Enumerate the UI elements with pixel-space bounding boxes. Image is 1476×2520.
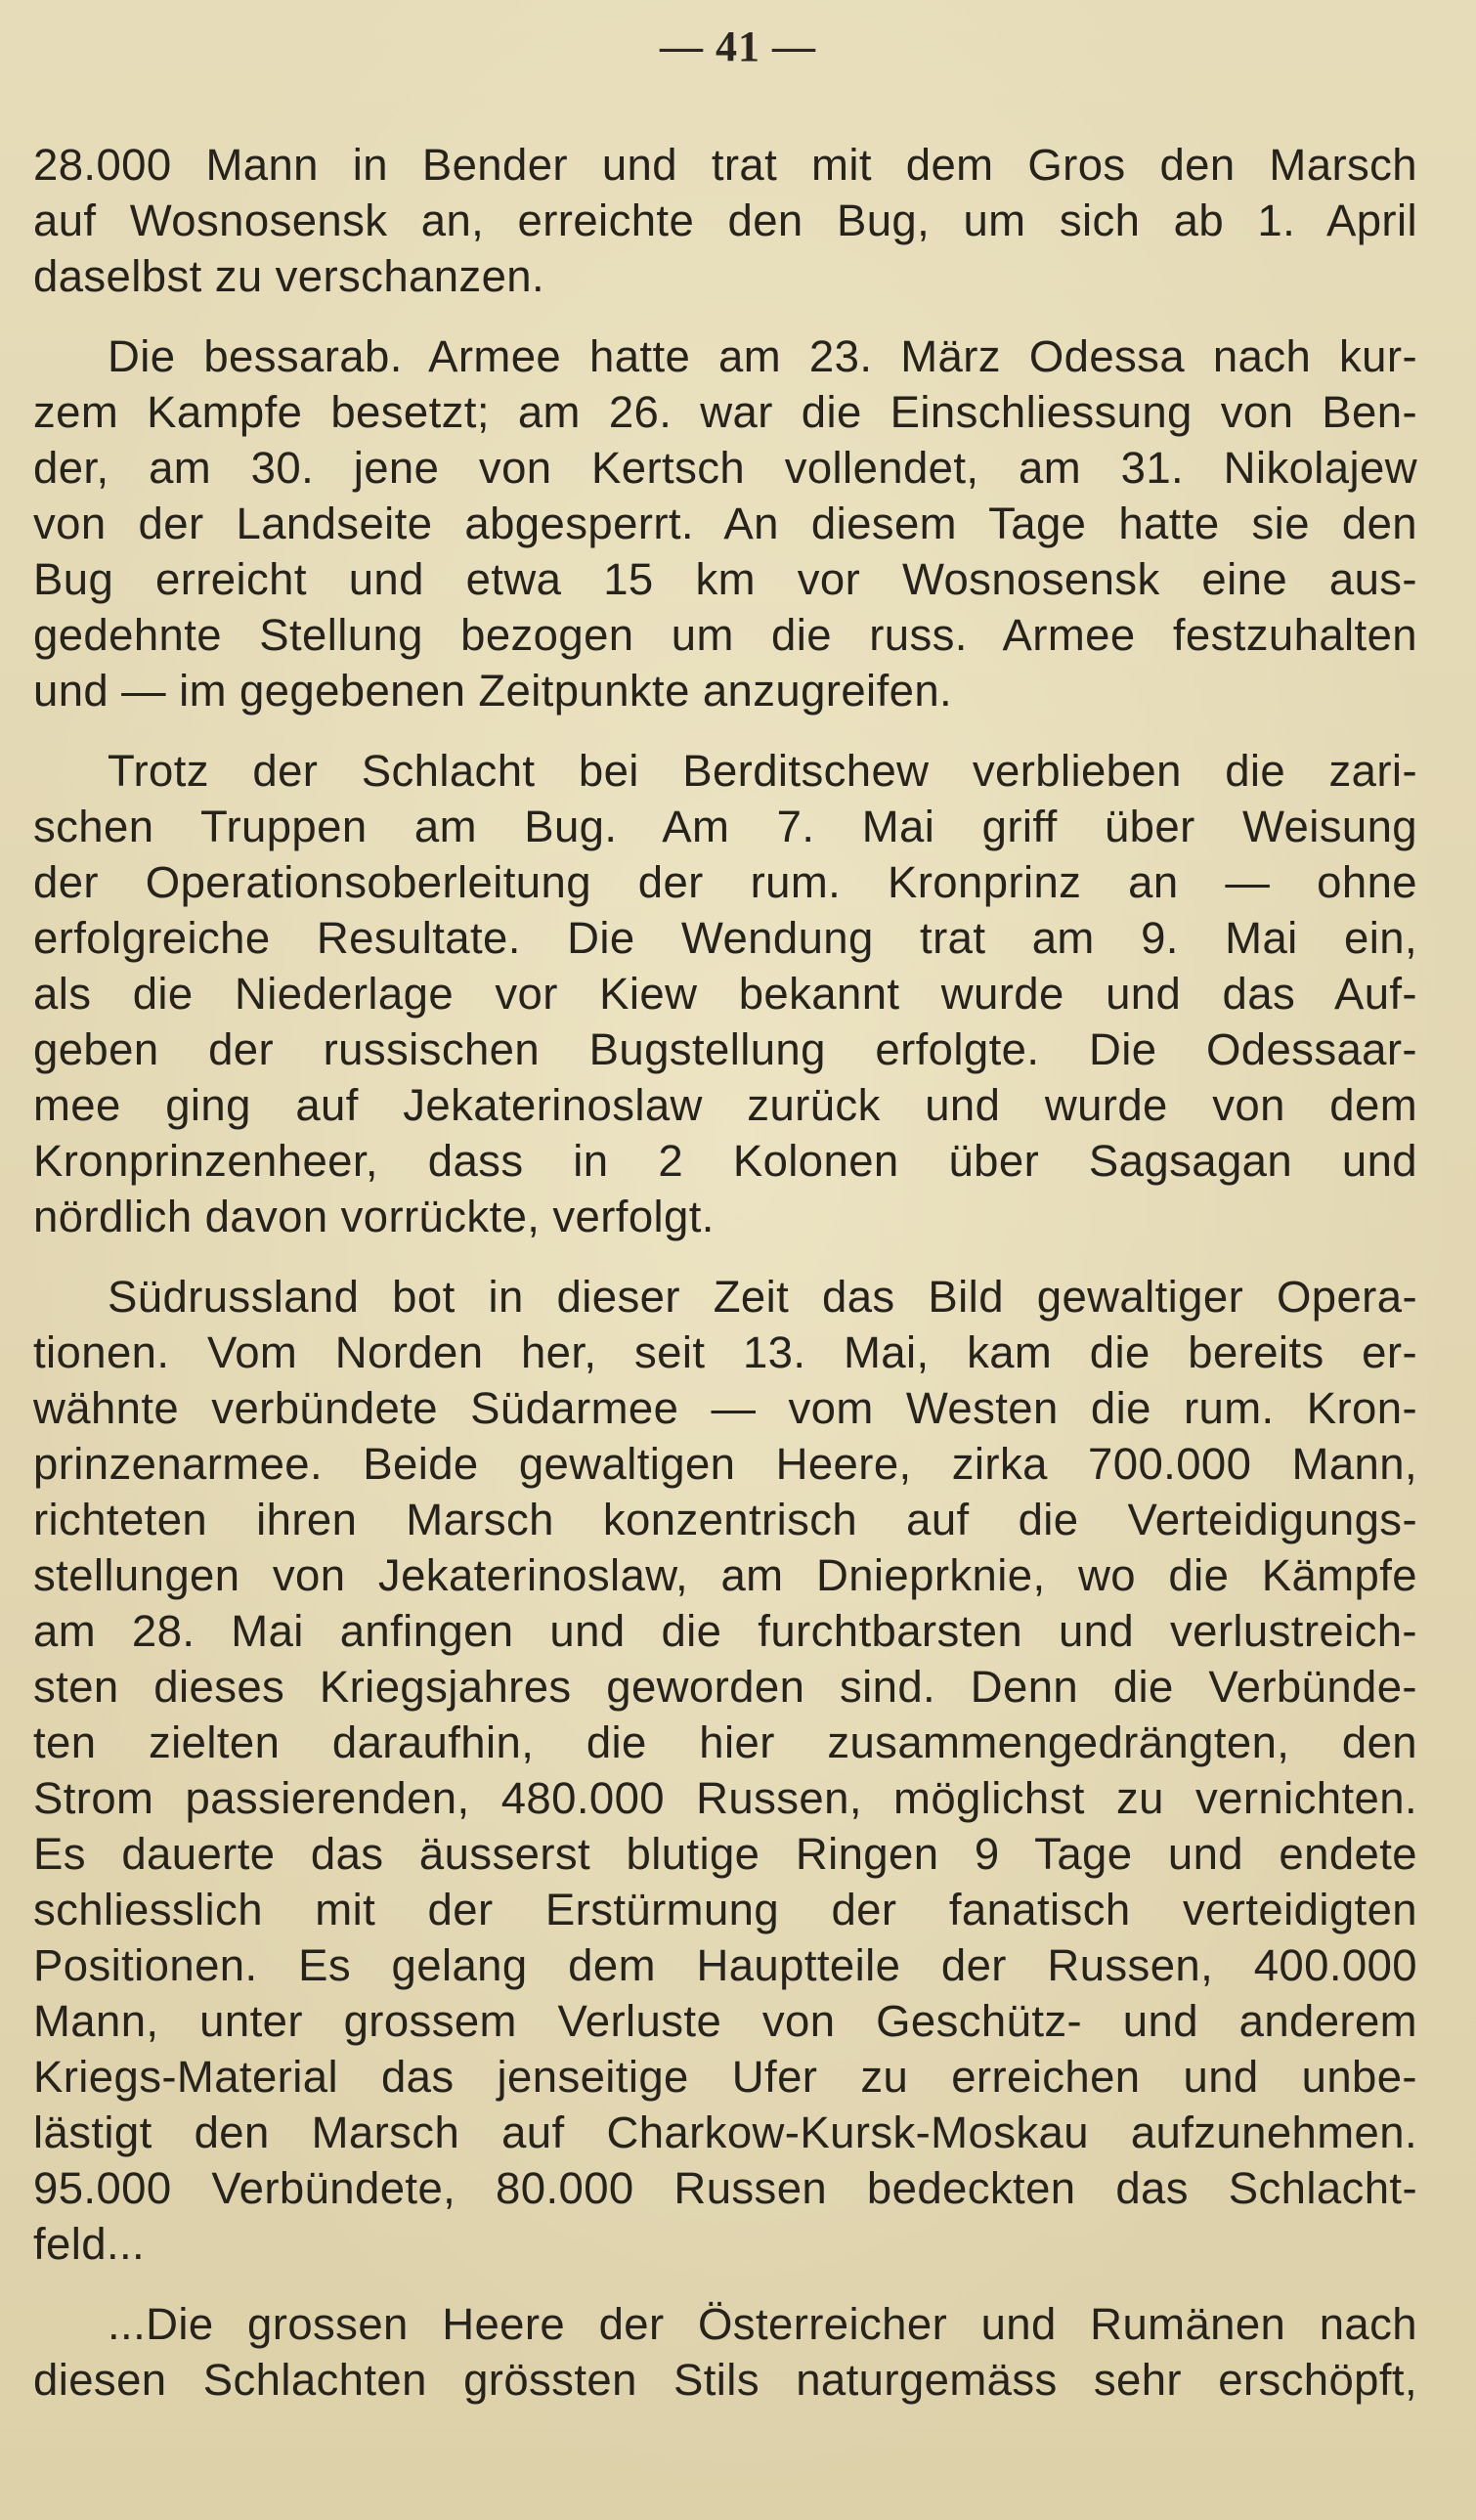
- text-line: tionen. Vom Norden her, seit 13. Mai, kam die bereits er-: [33, 1327, 1417, 1377]
- body-text: [33, 137, 1417, 2432]
- paragraph-4: [33, 1269, 1417, 2272]
- text-line: zem Kampfe besetzt; am 26. war die Einschliessung von Ben-: [33, 387, 1417, 437]
- text-line: Kriegs-Material das jenseitige Ufer zu erreichen und unbe-: [33, 2052, 1417, 2102]
- text-line: der, am 30. jene von Kertsch vollendet, am 31. Nikolajew: [33, 443, 1417, 493]
- paragraph-5: [33, 2296, 1417, 2408]
- text-line: schliesslich mit der Erstürmung der fanatisch verteidigten: [33, 1885, 1417, 1934]
- text-line: Bug erreicht und etwa 15 km vor Wosnosensk eine aus-: [33, 554, 1417, 604]
- text-line: am 28. Mai anfingen und die furchtbarsten und verlustreich-: [33, 1606, 1417, 1656]
- text-line: gedehnte Stellung bezogen um die russ. Armee festzuhalten: [33, 610, 1417, 660]
- text-line: Strom passierenden, 480.000 Russen, möglichst zu vernichten.: [33, 1773, 1417, 1823]
- text-line: ...Die grossen Heere der Österreicher und Rumänen nach: [108, 2299, 1417, 2349]
- text-line: stellungen von Jekaterinoslaw, am Dnieprknie, wo die Kämpfe: [33, 1550, 1417, 1600]
- text-line: Trotz der Schlacht bei Berditschew verblieben die zari-: [108, 746, 1417, 796]
- paragraph-1: [33, 137, 1417, 304]
- text-line: Mann, unter grossem Verluste von Geschütz- und anderem: [33, 1996, 1417, 2046]
- text-line: diesen Schlachten grössten Stils naturgemäss sehr erschöpft,: [33, 2355, 1417, 2405]
- text-line: prinzenarmee. Beide gewaltigen Heere, zirka 700.000 Mann,: [33, 1439, 1417, 1489]
- text-line: schen Truppen am Bug. Am 7. Mai griff über Weisung: [33, 802, 1417, 851]
- text-line: lästigt den Marsch auf Charkow-Kursk-Moskau aufzunehmen.: [33, 2107, 1417, 2157]
- text-line: Kronprinzenheer, dass in 2 Kolonen über Sagsagan und: [33, 1136, 1417, 1186]
- paragraph-2: [33, 328, 1417, 718]
- text-line: Es dauerte das äusserst blutige Ringen 9 Tage und endete: [33, 1829, 1417, 1879]
- text-line: auf Wosnosensk an, erreichte den Bug, um sich ab 1. April: [33, 196, 1417, 245]
- text-line: als die Niederlage vor Kiew bekannt wurde und das Auf-: [33, 969, 1417, 1019]
- text-line: mee ging auf Jekaterinoslaw zurück und wurde von dem: [33, 1080, 1417, 1130]
- text-line: Die bessarab. Armee hatte am 23. März Odessa nach kur-: [108, 331, 1417, 381]
- text-line: 95.000 Verbündete, 80.000 Russen bedeckten das Schlacht-: [33, 2163, 1417, 2213]
- text-line: erfolgreiche Resultate. Die Wendung trat am 9. Mai ein,: [33, 913, 1417, 963]
- text-line: Positionen. Es gelang dem Hauptteile der Russen, 400.000: [33, 1940, 1417, 1990]
- text-line: daselbst zu verschanzen.: [33, 251, 545, 301]
- text-line: nördlich davon vorrückte, verfolgt.: [33, 1192, 715, 1241]
- text-line: 28.000 Mann in Bender und trat mit dem Gros den Marsch: [33, 140, 1417, 190]
- text-line: der Operationsoberleitung der rum. Kronprinz an — ohne: [33, 857, 1417, 907]
- text-line: geben der russischen Bugstellung erfolgte. Die Odessaar-: [33, 1024, 1417, 1074]
- paragraph-3: [33, 743, 1417, 1244]
- text-line: sten dieses Kriegsjahres geworden sind. Denn die Verbünde-: [33, 1662, 1417, 1712]
- text-line: Südrussland bot in dieser Zeit das Bild gewaltiger Opera-: [108, 1272, 1417, 1322]
- text-line: feld...: [33, 2219, 146, 2269]
- text-line: und — im gegebenen Zeitpunkte anzugreifen.: [33, 666, 953, 716]
- text-line: wähnte verbündete Südarmee — vom Westen die rum. Kron-: [33, 1383, 1417, 1433]
- text-line: von der Landseite abgesperrt. An diesem Tage hatte sie den: [33, 499, 1417, 548]
- text-line: richteten ihren Marsch konzentrisch auf die Verteidigungs-: [33, 1495, 1417, 1544]
- text-line: ten zielten daraufhin, die hier zusammengedrängten, den: [33, 1717, 1417, 1767]
- page-number: — 41 —: [660, 22, 816, 70]
